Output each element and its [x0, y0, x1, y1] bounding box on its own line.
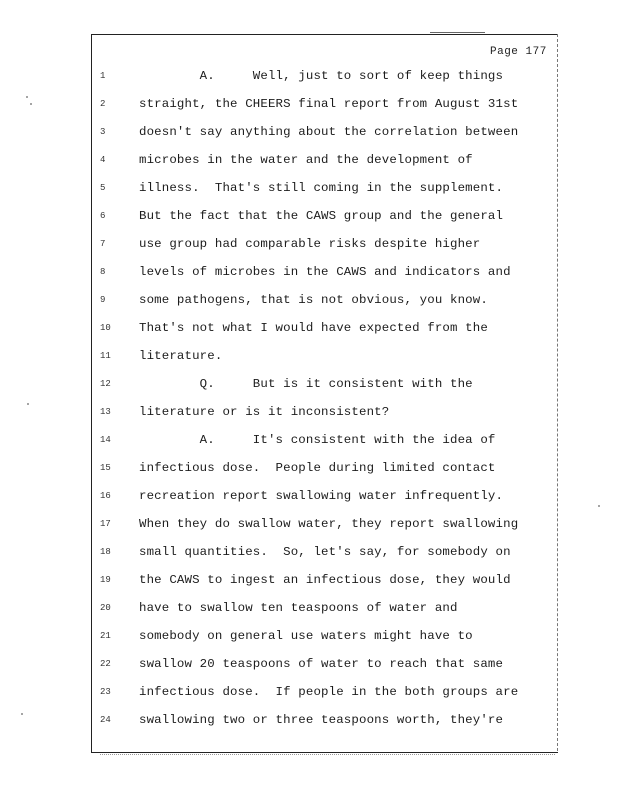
transcript-line — [100, 94, 560, 114]
line-number: 23 — [100, 687, 111, 697]
transcript-line — [100, 290, 560, 310]
line-number: 18 — [100, 547, 111, 557]
transcript-line — [100, 514, 560, 534]
line-number: 17 — [100, 519, 111, 529]
transcript-line — [100, 430, 560, 450]
line-number: 9 — [100, 295, 106, 305]
line-number: 24 — [100, 715, 111, 725]
line-text: literature. — [139, 349, 223, 363]
transcript-line — [100, 598, 560, 618]
transcript-line — [100, 346, 560, 366]
line-number: 8 — [100, 267, 106, 277]
transcript-line — [100, 486, 560, 506]
transcript-line — [100, 318, 560, 338]
line-text: straight, the CHEERS final report from August 31st — [139, 97, 519, 111]
transcript-line — [100, 374, 560, 394]
line-text: infectious dose. If people in the both groups are — [139, 685, 519, 699]
transcript-line — [100, 458, 560, 478]
line-text: A. Well, just to sort of keep things — [139, 69, 504, 83]
line-text: some pathogens, that is not obvious, you know. — [139, 293, 488, 307]
scan-speck — [598, 505, 600, 507]
page-number: Page 177 — [490, 46, 547, 58]
line-text: have to swallow ten teaspoons of water and — [139, 601, 458, 615]
line-number: 14 — [100, 435, 111, 445]
line-text: swallow 20 teaspoons of water to reach that same — [139, 657, 504, 671]
line-text: infectious dose. People during limited contact — [139, 461, 496, 475]
line-number: 10 — [100, 323, 111, 333]
transcript-line — [100, 122, 560, 142]
line-number: 22 — [100, 659, 111, 669]
line-text: levels of microbes in the CAWS and indicators and — [139, 265, 511, 279]
line-number: 15 — [100, 463, 111, 473]
transcript-line — [100, 626, 560, 646]
line-number: 20 — [100, 603, 111, 613]
transcript-line — [100, 710, 560, 730]
footer-scan-noise — [100, 754, 555, 758]
scan-speck — [30, 103, 32, 105]
line-text: A. It's consistent with the idea of — [139, 433, 496, 447]
line-number: 7 — [100, 239, 106, 249]
line-number: 13 — [100, 407, 111, 417]
line-text: But the fact that the CAWS group and the general — [139, 209, 504, 223]
line-text: Q. But is it consistent with the — [139, 377, 473, 391]
transcript-line — [100, 682, 560, 702]
line-number: 11 — [100, 351, 111, 361]
line-number: 19 — [100, 575, 111, 585]
transcript-line — [100, 654, 560, 674]
line-number: 12 — [100, 379, 111, 389]
line-text: That's not what I would have expected from the — [139, 321, 488, 335]
transcript-line — [100, 262, 560, 282]
line-number: 6 — [100, 211, 106, 221]
transcript-line — [100, 150, 560, 170]
line-text: somebody on general use waters might have to — [139, 629, 473, 643]
line-number: 3 — [100, 127, 106, 137]
line-text: literature or is it inconsistent? — [139, 405, 390, 419]
line-text: recreation report swallowing water infrequently. — [139, 489, 504, 503]
scan-speck — [26, 96, 28, 98]
transcript-line — [100, 570, 560, 590]
transcript-line — [100, 234, 560, 254]
line-text: the CAWS to ingest an infectious dose, they would — [139, 573, 511, 587]
line-number: 1 — [100, 71, 106, 81]
line-number: 16 — [100, 491, 111, 501]
scan-speck — [21, 713, 23, 715]
line-text: When they do swallow water, they report swallowing — [139, 517, 519, 531]
line-text: use group had comparable risks despite higher — [139, 237, 481, 251]
transcript-line — [100, 542, 560, 562]
line-number: 21 — [100, 631, 111, 641]
transcript-line — [100, 206, 560, 226]
line-text: microbes in the water and the development of — [139, 153, 473, 167]
line-text: swallowing two or three teaspoons worth, they're — [139, 713, 504, 727]
scan-speck — [27, 403, 29, 405]
line-text: doesn't say anything about the correlation between — [139, 125, 519, 139]
line-number: 5 — [100, 183, 106, 193]
header-mark — [430, 32, 485, 33]
transcript-line — [100, 402, 560, 422]
line-text: small quantities. So, let's say, for somebody on — [139, 545, 511, 559]
transcript-line — [100, 66, 560, 86]
line-number: 2 — [100, 99, 106, 109]
transcript-line — [100, 178, 560, 198]
line-text: illness. That's still coming in the supplement. — [139, 181, 504, 195]
line-number: 4 — [100, 155, 106, 165]
